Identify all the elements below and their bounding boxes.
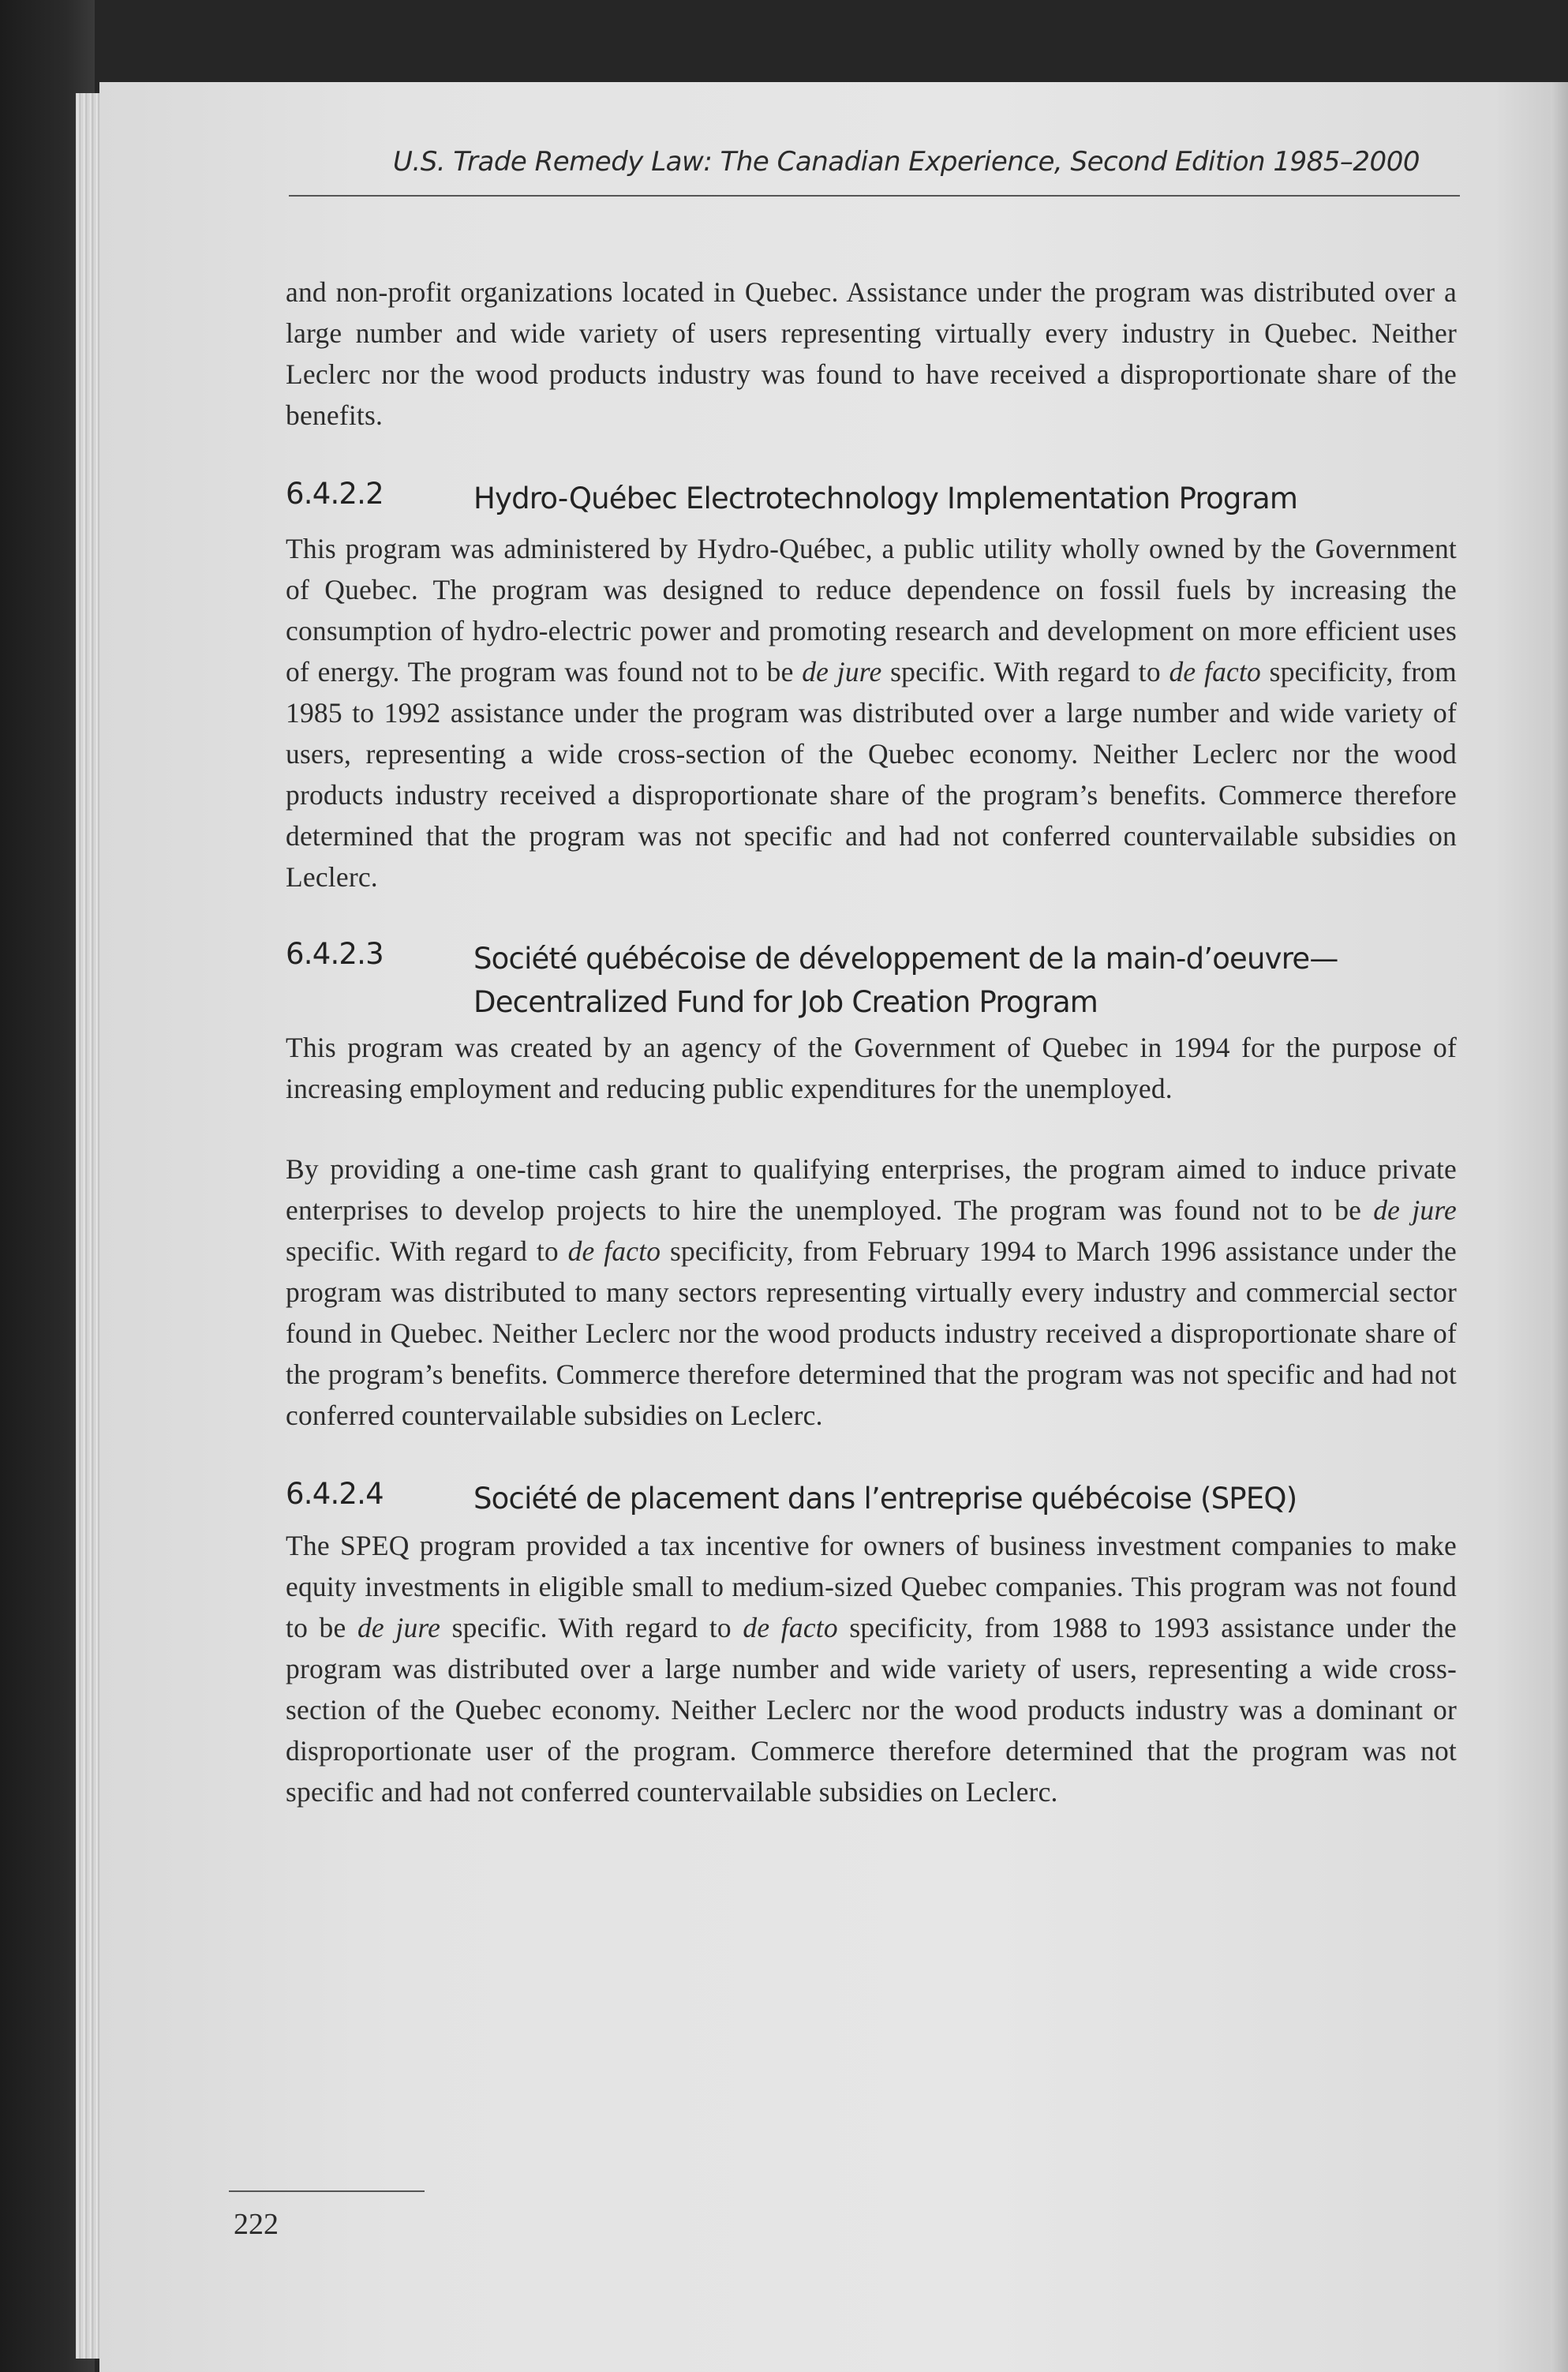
header-rule (289, 195, 1460, 197)
section-heading (286, 477, 1457, 520)
page-body (286, 272, 1457, 1812)
running-header: U.S. Trade Remedy Law: The Canadian Experience, Second Edition 1985–2000 (393, 146, 1420, 178)
section-title: Société québécoise de développement de la main-d’oeuvre—Decentralized Fund for Job Creation Program (473, 942, 1338, 1019)
section-number: 6.4.2.4 (286, 1477, 384, 1511)
paragraph: This program was administered by Hydro-Québec, a public utility wholly owned by the Government of Quebec. The program was designed to reduce dependence on fossil fuels by increasing the consumption of hydro-electric power and promoting research and development on more efficient uses of energy. The program was found not to be de jure specific. With regard to de facto specificity, from 1985 to 1992 assistance under the program was distributed over a large number and wide variety of users, representing a wide cross-section of the Quebec economy. Neither Leclerc nor the wood products industry received a disproportionate share of the program’s benefits. Commerce therefore determined that the program was not specific and had not conferred countervailable subsidies on Leclerc. (286, 533, 1457, 893)
section-6-4-2-3 (286, 937, 1457, 1436)
continued-section (286, 272, 1457, 436)
paragraph: and non-profit organizations located in Quebec. Assistance under the program was distributed over a large number and wide variety of users representing virtually every industry in Quebec. Neither Leclerc nor the wood products industry was found to have received a disproportionate share of the benefits. (286, 276, 1457, 431)
paragraph: This program was created by an agency of the Government of Quebec in 1994 for the purpose of increasing employment and reducing public expenditures for the unemployed. (286, 1032, 1457, 1104)
section-6-4-2-2 (286, 477, 1457, 897)
paragraph: By providing a one-time cash grant to qualifying enterprises, the program aimed to induce private enterprises to develop projects to hire the unemployed. The program was found not to be de jure specific. With regard to de facto specificity, from February 1994 to March 1996 assistance under the program was distributed to many sectors representing virtually every industry and commercial sector found in Quebec. Neither Leclerc nor the wood products industry received a disproportionate share of the program’s benefits. Commerce therefore determined that the program was not specific and had not conferred countervailable subsidies on Leclerc. (286, 1153, 1457, 1431)
section-number: 6.4.2.3 (286, 937, 384, 971)
page-number: 222 (234, 2208, 279, 2241)
section-6-4-2-4 (286, 1477, 1457, 1812)
section-heading (286, 1477, 1457, 1520)
paragraph: The SPEQ program provided a tax incentive for owners of business investment companies to make equity investments in eligible small to medium-sized Quebec companies. This program was not found to be de jure specific. With regard to de facto specificity, from 1988 to 1993 assistance under the program was distributed over a large number and wide variety of users, representing a wide cross-section of the Quebec economy. Neither Leclerc nor the wood products industry was a dominant or disproportionate user of the program. Commerce therefore determined that the program was not specific and had not conferred countervailable subsidies on Leclerc. (286, 1530, 1457, 1808)
section-heading (286, 937, 1457, 1024)
section-title: Hydro-Québec Electrotechnology Implementation Program (473, 482, 1298, 515)
section-number: 6.4.2.2 (286, 477, 384, 511)
section-title: Société de placement dans l’entreprise québécoise (SPEQ) (473, 1482, 1297, 1516)
footer-rule (229, 2190, 425, 2192)
page-gutter-curve (1551, 82, 1568, 2372)
